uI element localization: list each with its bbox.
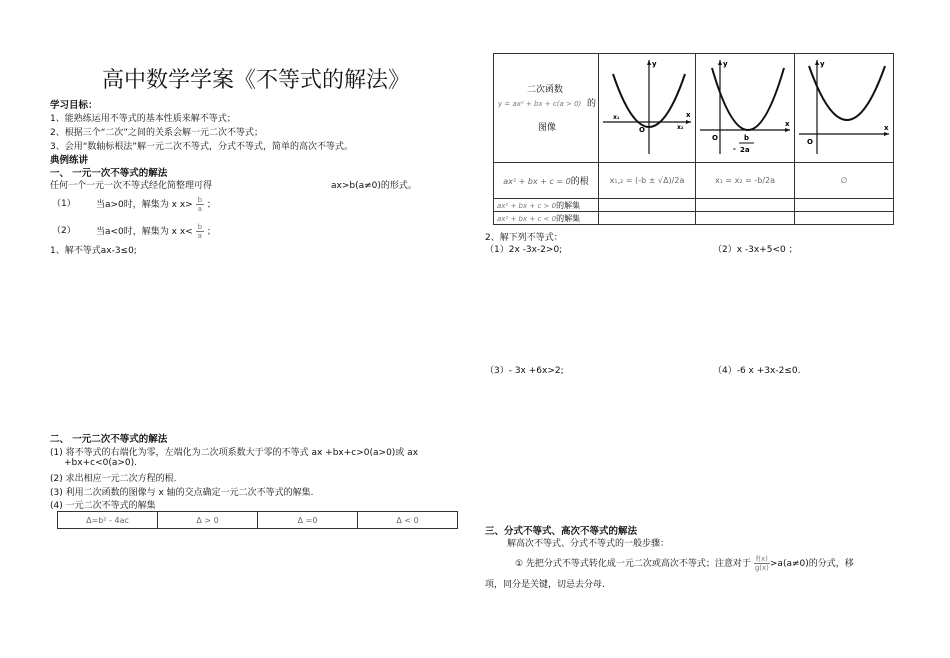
section1-form: ax>b(a≠0)的形式。 — [331, 181, 417, 191]
row2-label-cell: ax² + bx + c = 0的根 — [494, 163, 599, 199]
case1-text: 当a>0时，解集为 x x> $\frac{b}{a}$ ； — [96, 196, 216, 213]
roots-one: x₁ = x₂ = -b/2a — [696, 163, 795, 199]
section2-step1-cont: +bx+c<0(a>0). — [64, 458, 138, 468]
section2-heading: 二、 一元二次不等式的解法 — [50, 434, 168, 445]
svg-text:-: - — [733, 145, 736, 153]
objectives-heading: 学习目标： — [50, 100, 98, 111]
svg-text:O: O — [639, 126, 645, 134]
svg-text:x: x — [785, 120, 790, 128]
parabola-one-root-graph — [696, 54, 794, 159]
svg-text:x₂: x₂ — [677, 124, 684, 131]
row1-label-cell — [494, 54, 599, 163]
delta-table — [57, 511, 458, 529]
section2-step2: (2) 求出相应一元二次方程的根. — [50, 474, 177, 484]
empty-cell — [795, 199, 894, 212]
exercise-1: 1、解不等式ax-3≤0; — [50, 246, 137, 256]
objective-3: 3、会用“数轴标根法”解一元二次不等式，分式不等式，简单的高次不等式。 — [50, 142, 354, 152]
svg-text:2a: 2a — [740, 146, 750, 154]
delta-cell: Δ=b² - 4ac — [58, 512, 158, 529]
fraction-fx-over-gx: $\frac{f(x)}{g(x)}$ — [754, 555, 769, 572]
case1-label: （1） — [52, 199, 76, 209]
row4-label-cell: ax² + bx + c < 0的解集 — [494, 212, 599, 225]
parabola-two-roots-graph — [599, 54, 695, 159]
delta-cell: Δ =0 — [258, 512, 358, 529]
empty-cell — [696, 199, 795, 212]
section1-heading: 一、 一元一次不等式的解法 — [50, 168, 168, 179]
empty-cell — [696, 212, 795, 225]
empty-cell — [599, 212, 696, 225]
objective-2: 2、根据三个“二次”之间的关系会解一元二次不等式； — [50, 128, 264, 138]
section3-heading: 三、分式不等式、高次不等式的解法 — [485, 526, 638, 537]
svg-text:b: b — [744, 134, 750, 142]
fraction-b-over-a: $\frac{b}{a}$ — [197, 223, 203, 240]
row1-formula: y = ax² + bx + c(a > 0) — [498, 100, 582, 108]
section1-intro: 任何一个一元一次不等式经化简整理可得 — [50, 181, 213, 191]
svg-text:O: O — [807, 138, 813, 146]
row1-label-b: 的 — [587, 99, 597, 109]
empty-cell — [795, 212, 894, 225]
row1-label-c: 图像 — [538, 123, 557, 133]
roots-none: ∅ — [795, 163, 894, 199]
case2-text: 当a<0时，解集为 x x< $\frac{b}{a}$ ； — [96, 223, 216, 240]
case2-label: （2） — [52, 226, 76, 236]
exercise2-item-2: （2）x -3x+5<0 ； — [713, 245, 798, 255]
section3-step1-cont: 项，同分是关键，切忌去分母. — [485, 580, 605, 590]
section3-sub: 解高次不等式、分式不等式的一般步骤： — [507, 539, 670, 549]
svg-text:x₁: x₁ — [613, 114, 620, 121]
objective-1: 1、能熟练运用不等式的基本性质来解不等式； — [50, 114, 236, 124]
parabola-no-root-graph — [795, 54, 893, 159]
roots-two: x₁,₂ = (-b ± √Δ)/2a — [599, 163, 696, 199]
delta-cell: Δ > 0 — [158, 512, 258, 529]
exercise2-item-4: （4）-6 x +3x-2≤0. — [713, 366, 801, 376]
page-title: 高中数学学案《不等式的解法》 — [102, 68, 411, 93]
svg-text:x: x — [884, 124, 889, 132]
delta-cell: Δ < 0 — [358, 512, 458, 529]
svg-text:y: y — [820, 60, 825, 68]
row3-label-cell: ax² + bx + c > 0的解集 — [494, 199, 599, 212]
exercise2-heading: 2、解下列不等式： — [485, 233, 563, 243]
svg-text:y: y — [723, 60, 728, 68]
svg-text:x: x — [686, 111, 691, 119]
section2-step1: (1) 将不等式的右端化为零，左端化为二次项系数大于零的不等式 ax +bx+c>0(a>0)或 ax — [50, 448, 419, 458]
exercise2-item-1: （1）2x -3x-2>0; — [485, 245, 563, 255]
exercise2-item-3: （3）- 3x +6x>2; — [485, 366, 564, 376]
section3-step1: ① 先把分式不等式转化成一元二次或高次不等式；注意对于 $\frac{f(x)}{g(x)}$ >a(a≠0)的分式，移 — [515, 555, 854, 572]
row1-label-a: 二次函数 — [527, 85, 564, 95]
quadratic-summary-table — [493, 53, 894, 225]
svg-text:O: O — [712, 134, 718, 142]
section2-step4: (4) 一元二次不等式的解集 — [50, 501, 156, 511]
graph-no-root — [795, 54, 894, 163]
graph-two-roots — [599, 54, 696, 163]
graph-one-root — [696, 54, 795, 163]
section2-step3: (3) 利用二次函数的图像与 x 轴的交点确定一元二次不等式的解集. — [50, 488, 314, 498]
svg-text:y: y — [652, 60, 657, 68]
fraction-b-over-a: $\frac{b}{a}$ — [197, 196, 203, 213]
empty-cell — [599, 199, 696, 212]
examples-heading: 典例练讲 — [50, 155, 89, 166]
